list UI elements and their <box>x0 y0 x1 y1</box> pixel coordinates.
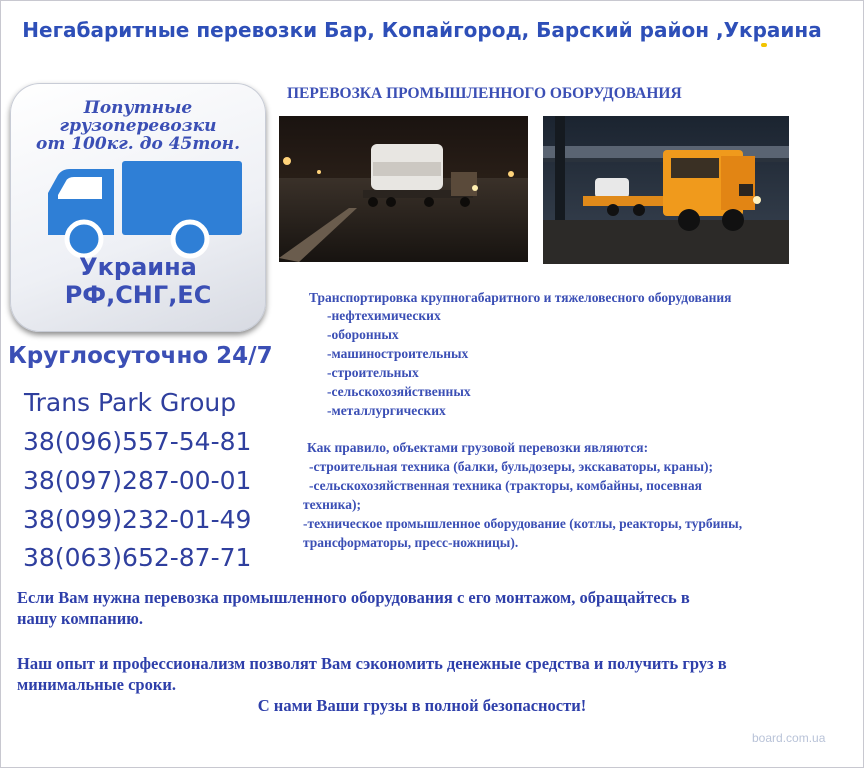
objects-line: -сельскохозяйственная техника (тракторы, комбайны, посевная <box>309 478 702 493</box>
bottom-paragraph-2-line-2: минимальные сроки. <box>17 675 176 694</box>
tile-line-1: Попутные <box>83 98 193 118</box>
tile-region-1: Украина <box>79 253 197 281</box>
transport-item: -металлургических <box>327 403 446 418</box>
phone-number[interactable]: 38(099)232-01-49 <box>23 505 252 534</box>
transport-item: -нефтехимических <box>327 308 441 323</box>
bottom-paragraph-1-line-2: нашу компанию. <box>17 609 144 628</box>
tile-line-3: от 100кг. до 45тон. <box>35 134 240 154</box>
page-title: Негабаритные перевозки Бар, Копайгород, Барский район ,Украина <box>22 18 822 42</box>
company-name: Trans Park Group <box>24 388 237 417</box>
section-title: ПЕРЕВОЗКА ПРОМЫШЛЕННОГО ОБОРУДОВАНИЯ <box>287 85 682 102</box>
truck-icon <box>44 155 244 259</box>
objects-line: трансформаторы, пресс-ножницы). <box>303 535 519 550</box>
promo-tile <box>10 83 266 332</box>
phone-number[interactable]: 38(097)287-00-01 <box>23 466 252 495</box>
bottom-paragraph-2-line-1: Наш опыт и профессионализм позволят Вам сэкономить денежные средства и получить груз в <box>17 654 727 673</box>
transport-item: -машиностроительных <box>327 346 469 361</box>
tile-line-2: грузоперевозки <box>59 116 217 136</box>
objects-line: техника); <box>303 497 361 512</box>
bottom-paragraph-1-line-1: Если Вам нужна перевозка промышленного оборудования с его монтажом, обращайтесь в <box>17 588 690 607</box>
objects-line: -техническое промышленное оборудование (котлы, реакторы, турбины, <box>303 516 743 531</box>
hours-label: Круглосуточно 24/7 <box>8 343 273 369</box>
phone-number[interactable]: 38(096)557-54-81 <box>23 427 252 456</box>
photo-night-highway <box>279 116 528 262</box>
decorative-dot <box>761 43 767 47</box>
transport-item: -строительных <box>327 365 419 380</box>
transport-intro: Транспортировка крупногабаритного и тяжеловесного оборудования <box>309 290 732 305</box>
objects-intro: Как правило, объектами грузовой перевозки являются: <box>307 440 649 455</box>
tile-region-2: РФ,СНГ,ЕС <box>64 281 212 309</box>
photo-orange-truck <box>543 116 789 264</box>
objects-line: -строительная техника (балки, бульдозеры, экскаваторы, краны); <box>309 459 714 474</box>
closing-slogan: С нами Ваши грузы в полной безопасности! <box>257 696 587 715</box>
transport-item: -оборонных <box>327 327 399 342</box>
phone-number[interactable]: 38(063)652-87-71 <box>23 543 252 572</box>
transport-item: -сельскохозяйственных <box>327 384 471 399</box>
watermark: board.com.ua <box>752 731 826 745</box>
